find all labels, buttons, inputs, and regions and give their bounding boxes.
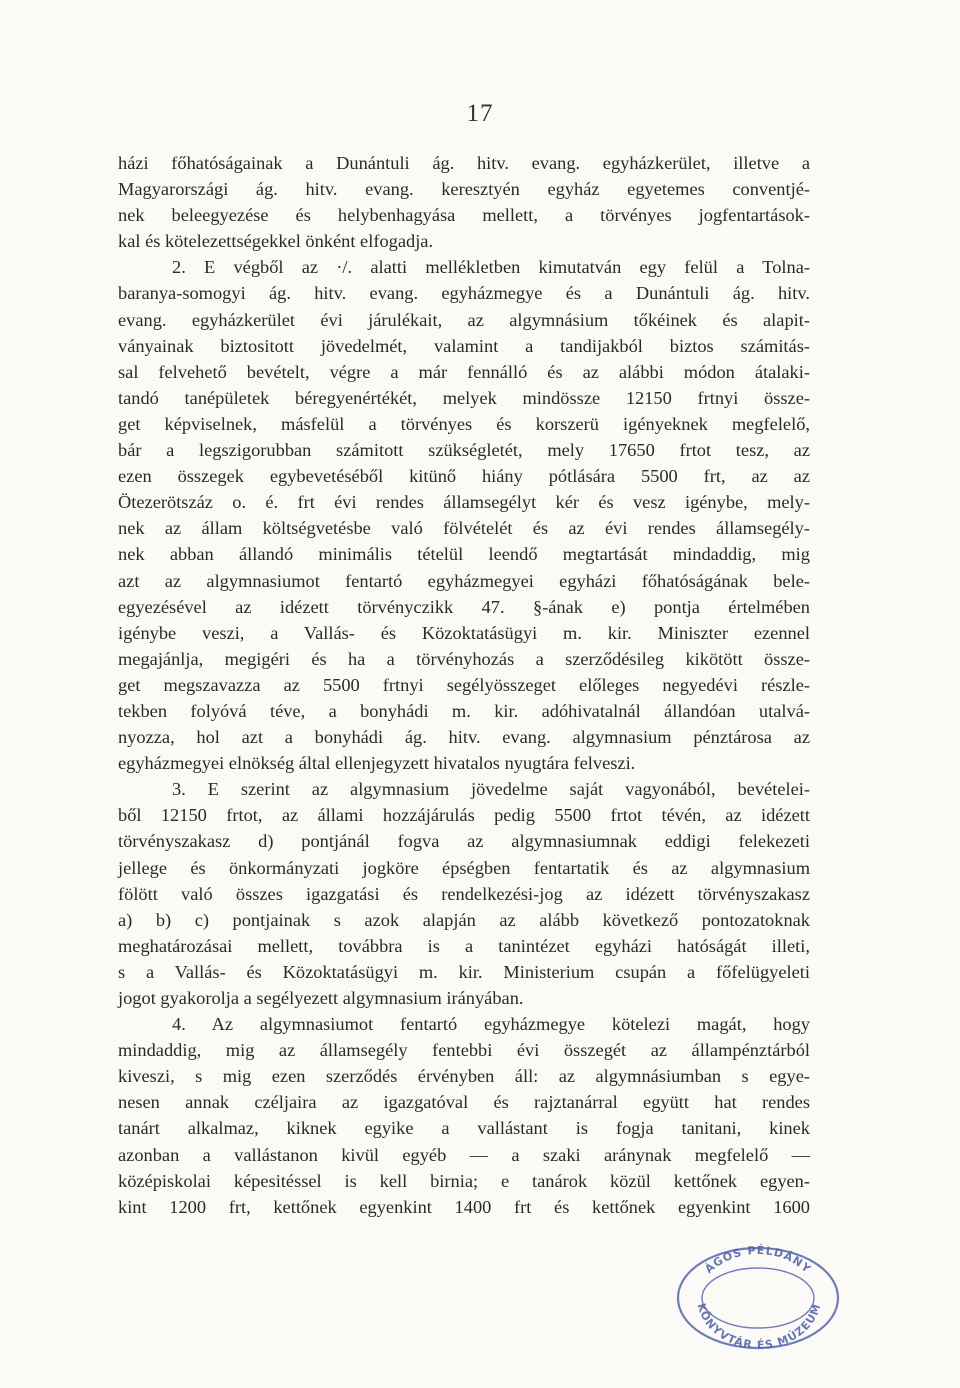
- text-line: nek abban állandó minimális tételül leendő megtartását mindaddig, mig: [118, 544, 810, 565]
- text-line: azt az algymnasiumot fentartó egyházmegyei egyházi főhatóságának bele-: [118, 570, 810, 591]
- text-line: baranya-somogyi ág. hitv. evang. egyházmegye és a Dunántuli ág. hitv.: [118, 283, 810, 304]
- text-line: 4. Az algymnasiumot fentartó egyházmegye kötelezi magát, hogy: [172, 1014, 810, 1035]
- text-line: ből 12150 frtot, az állami hozzájárulás pedig 5500 frtot tévén, az idézett: [118, 805, 810, 826]
- text-line: egyezésével az idézett törvényczikk 47. §-ának e) pontja értelmében: [118, 596, 810, 617]
- text-line: törvényszakasz d) pontjánál fogva az algymnasiumnak eddigi felekezeti: [118, 831, 810, 852]
- text-line: igénybe veszi, a Vallás- és Közoktatásügyi m. kir. Miniszter ezennel: [118, 622, 810, 643]
- text-line: házi főhatóságainak a Dunántuli ág. hitv. evang. egyházkerület, illetve a: [118, 153, 810, 173]
- text-line: nesen annak czéljaira az igazgatóval és rajztanárral együtt hat rendes: [118, 1092, 810, 1113]
- text-line: tekben folyóvá téve, a bonyhádi m. kir. adóhivatalnál állandóan utalvá-: [118, 700, 810, 721]
- text-line: evang. egyházkerület évi járulékait, az algymnásium tőkéinek és alapit-: [118, 309, 810, 330]
- text-line: kint 1200 frt, kettőnek egyenkint 1400 frt és kettőnek egyenkint 1600: [118, 1196, 810, 1217]
- text-line: ezen összegek egybevetéséből kitünő hiány pótlására 5500 frt, az az: [118, 466, 810, 487]
- text-line: 3. E szerint az algymnasium jövedelme saját vagyonából, bevételei-: [172, 779, 810, 800]
- text-line: azonban a vallástanon kivül egyéb — a szaki aránynak megfelelő —: [118, 1144, 810, 1165]
- text-line: Ötezerötszáz o. é. frt évi rendes államsegélyt kér és vesz igénybe, mely-: [118, 492, 810, 513]
- text-line: kal és kötelezettségekkel önként elfogadja.: [118, 231, 434, 252]
- stamp-bottom-text: KÖNYVTÁR ÉS MÚZEUM: [694, 1301, 824, 1352]
- text-line: kiveszi, s mig ezen szerződés érvényben áll: az algymnásiumban s egye-: [118, 1066, 810, 1087]
- page-number: 17: [466, 100, 494, 127]
- text-line: sal felvehető bevételt, végre a már fennálló és az alábbi módon átalaki-: [118, 361, 810, 382]
- text-line: 2. E végből az ·/. alatti mellékletben kimutatván egy felül a Tolna-: [172, 257, 810, 278]
- text-line: s a Vallás- és Közoktatásügyi m. kir. Ministerium csupán a főfelügyeleti: [118, 961, 810, 982]
- text-line: get megszavazza az 5500 frtnyi segélyösszeget előleges negyedévi részle-: [118, 674, 810, 695]
- text-line: jellege és önkormányzati jogköre épségben fentartatik és az algymnasium: [118, 857, 810, 878]
- text-line: egyházmegyei elnökség által ellenjegyzett hivatalos nyugtára felveszi.: [118, 753, 636, 774]
- text-line: jogot gyakorolja a segélyezett algymnasium irányában.: [118, 988, 524, 1008]
- text-line: tandó tanépületek béregyenértékét, melyek mindössze 12150 frtnyi össze-: [118, 387, 810, 408]
- text-line: nyozza, hol azt a bonyhádi ág. hitv. evang. algymnasium pénztárosa az: [118, 727, 810, 748]
- text-body: [118, 150, 810, 1220]
- text-line: megajánlja, megigéri és ha a törvényhozás a szerződésileg kikötött össze-: [118, 648, 810, 669]
- text-line: fölött való összes igazgatási és rendelkezési-jog az idézett törvényszakasz: [118, 883, 810, 904]
- text-line: középiskolai képesitéssel is kell birnia; e tanárok közül kettőnek egyen-: [118, 1170, 810, 1191]
- text-line: meghatározásai mellett, továbbra is a tanintézet egyházi hatóságát illeti,: [118, 935, 810, 956]
- text-line: a) b) c) pontjainak s azok alapján az alább következő pontozatoknak: [118, 909, 810, 930]
- text-line: bár a legszigorubban számitott szükségletét, mely 17650 frtot tesz, az: [118, 440, 810, 461]
- text-line: tanárt alkalmaz, kiknek egyike a vallástant is fogja tanitani, kinek: [118, 1118, 810, 1139]
- text-line: mindaddig, mig az államsegély fentebbi évi összegét az állampénztárból: [118, 1040, 810, 1061]
- text-line: Magyarországi ág. hitv. evang. keresztyén egyház egyetemes conventjé-: [118, 179, 810, 200]
- svg-text:KÖNYVTÁR ÉS MÚZEUM: [695, 1302, 824, 1352]
- stamp-top-text: ÁGOS PÉLDÁNY: [702, 1243, 814, 1276]
- text-line: get képviselnek, másfelül a törvényes és korszerü igényeknek megfelelő,: [118, 413, 810, 434]
- library-stamp: [672, 1232, 844, 1352]
- svg-text:ÁGOS PÉLDÁNY: [702, 1244, 813, 1276]
- text-line: ványainak biztositott jövedelmét, valamint a tandijakból biztos számitás-: [118, 335, 810, 356]
- text-line: nek az állam költségvetésbe való fölvételét és az évi rendes államsegély-: [118, 518, 810, 539]
- text-line: nek beleegyezése és helybenhagyása mellett, a törvényes jogfentartások-: [118, 205, 810, 226]
